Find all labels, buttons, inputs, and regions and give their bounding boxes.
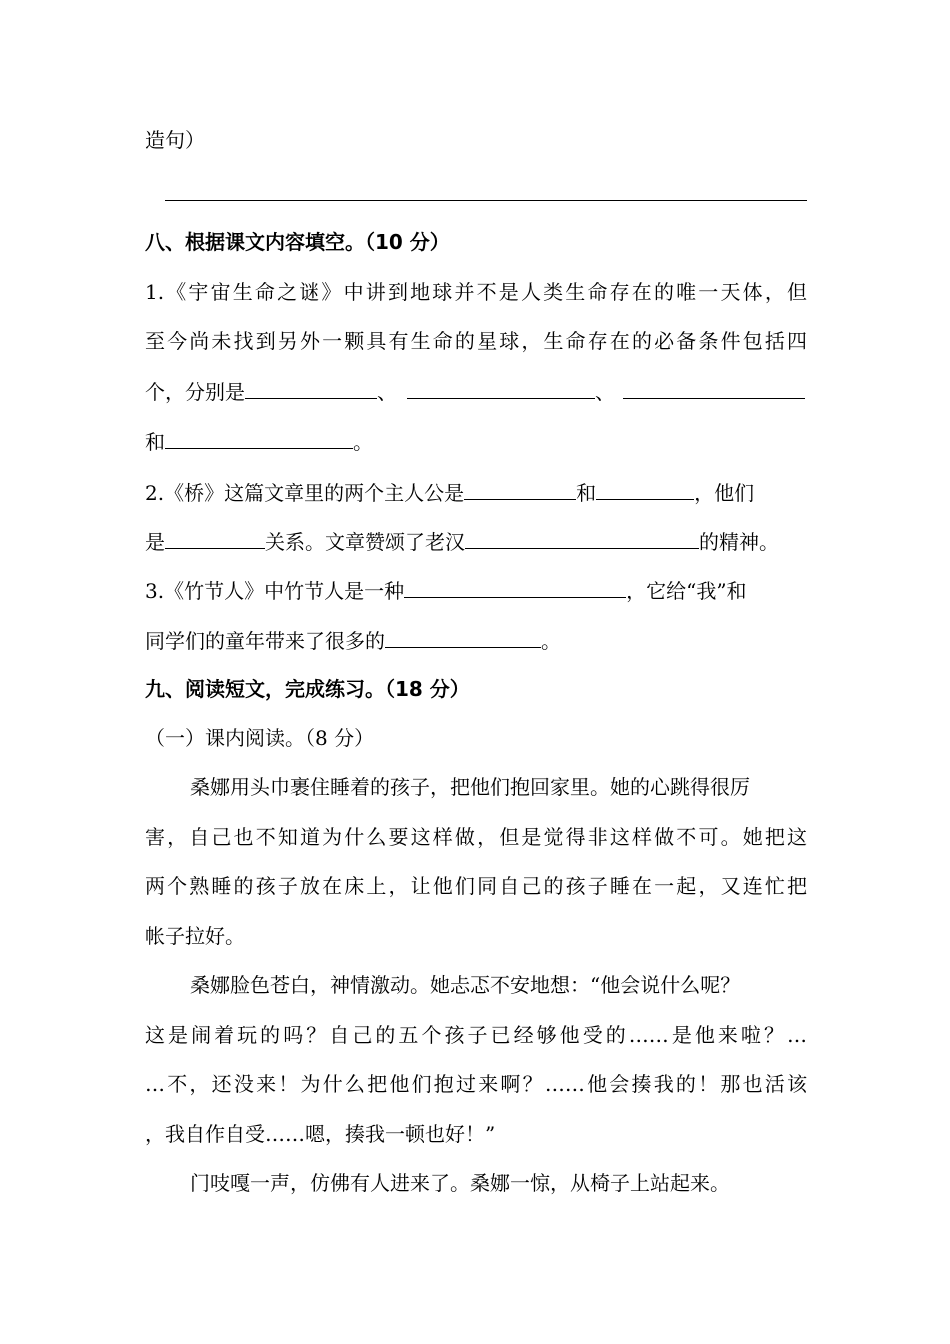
q1-text-a: 个，分别是 <box>145 380 245 404</box>
q3-text-d: 。 <box>541 629 561 653</box>
q1-text-and: 和 <box>145 430 165 454</box>
section-8-heading: 八、根据课文内容填空。（10 分） <box>145 230 450 254</box>
section-9-heading: 九、阅读短文，完成练习。（18 分） <box>145 677 470 701</box>
q1-line-3 <box>145 376 805 406</box>
q2-text-c: ，他们 <box>694 481 755 505</box>
q2-blank-2[interactable] <box>596 477 694 500</box>
q1-blank-3[interactable] <box>623 376 805 399</box>
sentence-tail: 造句） <box>145 128 205 152</box>
passage-p1-line-4: 帐子拉好。 <box>145 924 245 948</box>
q2-blank-1[interactable] <box>464 477 576 500</box>
q1-blank-2[interactable] <box>407 376 595 399</box>
q2-text-b: 和 <box>576 481 597 505</box>
passage-p2-line-1: 桑娜脸色苍白，神情激动。她忐忑不安地想：“他会说什么呢？ <box>190 973 741 997</box>
q2-text-e: 关系。文章赞颂了老汉 <box>265 530 465 554</box>
passage-p2-line-2: 这是闹着玩的吗？自己的五个孩子已经够他受的……是他来啦？… <box>145 1023 807 1047</box>
q1-line-2: 至今尚未找到另外一颗具有生命的星球，生命存在的必备条件包括四 <box>145 329 807 353</box>
passage-p3-line-1: 门吱嘎一声，仿佛有人进来了。桑娜一惊，从椅子上站起来。 <box>190 1171 730 1195</box>
passage-p1-line-3: 两个熟睡的孩子放在床上，让他们同自己的孩子睡在一起，又连忙把 <box>145 874 807 898</box>
q2-text-a: 2.《桥》这篇文章里的两个主人公是 <box>145 481 465 505</box>
answer-line[interactable] <box>165 200 807 201</box>
q1-line-1: 1.《宇宙生命之谜》中讲到地球并不是人类生命存在的唯一天体，但 <box>145 280 807 304</box>
passage-p2-line-4: ，我自作自受……嗯，揍我一顿也好！” <box>145 1122 496 1146</box>
q1-blank-1[interactable] <box>245 376 377 399</box>
q1-period: 。 <box>353 430 373 454</box>
q2-blank-4[interactable] <box>465 526 699 549</box>
q2-text-d: 是 <box>145 530 165 554</box>
q3-blank-2[interactable] <box>385 625 541 648</box>
q2-line-1 <box>145 477 754 507</box>
q3-blank-1[interactable] <box>404 575 626 598</box>
q2-blank-3[interactable] <box>165 526 265 549</box>
q1-line-4 <box>145 426 373 456</box>
q1-blank-4[interactable] <box>165 426 353 449</box>
q3-text-a: 3.《竹节人》中竹节人是一种 <box>145 579 405 603</box>
q2-text-f: 的精神。 <box>699 530 779 554</box>
q3-line-2 <box>145 625 561 655</box>
q3-text-b: ，它给“我”和 <box>626 579 747 603</box>
q3-line-1 <box>145 575 747 605</box>
q2-line-2 <box>145 526 779 556</box>
q1-sep-2: 、 <box>595 380 615 404</box>
q3-text-c: 同学们的童年带来了很多的 <box>145 629 385 653</box>
passage-p1-line-2: 害，自己也不知道为什么要这样做，但是觉得非这样做不可。她把这 <box>145 825 807 849</box>
subsection-1-heading: （一）课内阅读。（8 分） <box>145 726 375 750</box>
passage-p2-line-3: …不，还没来！为什么把他们抱过来啊？……他会揍我的！那也活该 <box>145 1072 807 1096</box>
q1-sep-1: 、 <box>377 380 397 404</box>
passage-p1-line-1: 桑娜用头巾裹住睡着的孩子，把他们抱回家里。她的心跳得很厉 <box>190 775 750 799</box>
